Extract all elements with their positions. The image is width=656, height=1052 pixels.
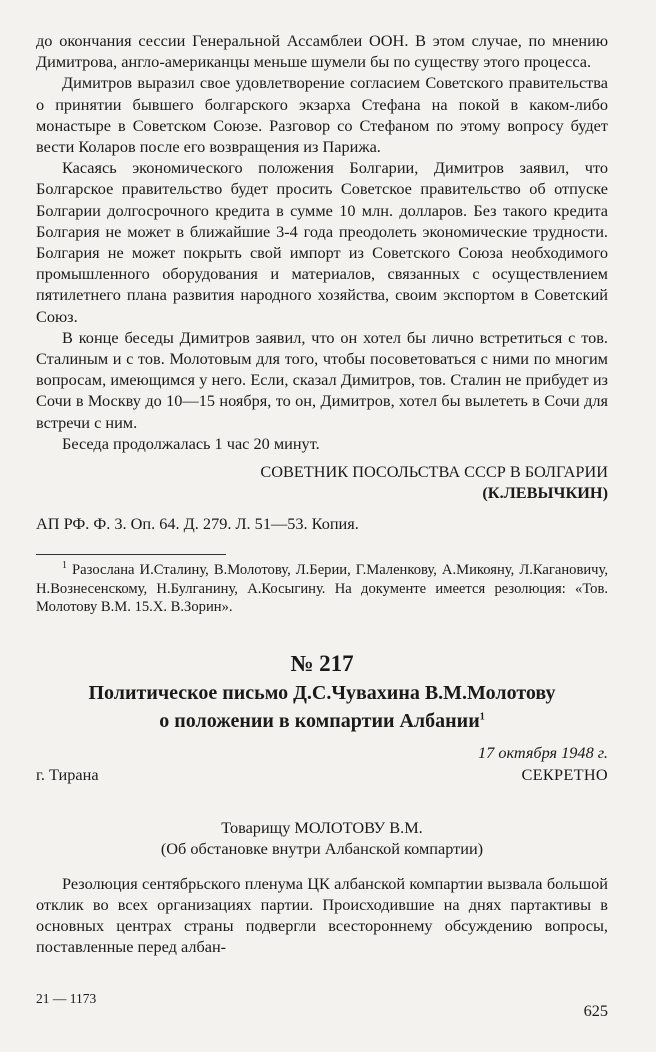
classification-label: СЕКРЕТНО — [521, 764, 608, 784]
document-number: № 217 — [290, 650, 354, 676]
footnote-divider — [36, 554, 226, 555]
footnote — [36, 561, 608, 617]
letter-body: Резолюция сентябрьского пленума ЦК албанской компартии вызвала большой отклик во всех организациях партии. Происходившие на днях партактивы в основных центрах страны подвергли всестороннему обсуждению вопросы, поставленные перед албан- — [36, 873, 608, 957]
paragraph-5: Беседа продолжалась 1 час 20 минут. — [62, 433, 320, 453]
document-meta — [36, 743, 608, 789]
archive-reference: АП РФ. Ф. 3. Оп. 64. Д. 279. Л. 51—53. Копия. — [36, 514, 359, 534]
paragraph-2: Димитров выразил свое удовлетворение согласием Советского правительства о принятии бывшего болгарского экзарха Стефана на покой в каком-либо монастыре в Советском Союзе. Разговор со Стефаном по этому вопросу будет вести Коларов после его возвращения из Парижа. — [36, 73, 608, 157]
document-title-line-2 — [36, 709, 608, 733]
document-place: г. Тирана — [36, 764, 99, 784]
document-title-text: о положении в компартии Албании — [159, 709, 480, 732]
paragraph-3: Касаясь экономического положения Болгарии, Димитров заявил, что Болгарское правительство будет просить Советское правительство об отпуске Болгарии долгосрочного кредита в сумме 10 млн. долларов. Без такого кредита Болгария не может в ближайшие 3-4 года преодолеть экономические трудности. Болгария не может покрыть свой импорт из Советского Союза необходимого промышленного оборудования и материалов, связанных с осуществлением пятилетнего плана развития народного хозяйства, своим экспортом в Советский Союз. — [36, 158, 608, 326]
footnote-text: Разослана И.Сталину, В.Молотову, Л.Берии, Г.Маленкову, А.Микояну, Л.Кагановичу, Н.Вознесенскому, Н.Булганину, А.Косыгину. На документе имеется резолюция: «Тов. Молотову В.М. 15.Х. В.Зорин». — [36, 562, 608, 616]
paragraph-4: В конце беседы Димитров заявил, что он хотел бы лично встретиться с тов. Сталиным и с тов. Молотовым для того, чтобы посоветоваться с ними по многим вопросам, имеющимся у него. Если, сказал Димитров, тов. Сталин не прибудет из Сочи в Москву до 10—15 ноября, то он, Димитров, хотел бы вылететь в Сочи для встречи с ним. — [36, 327, 608, 432]
document-date: 17 октября 1948 г. — [477, 742, 608, 762]
document-title-line-1: Политическое письмо Д.С.Чувахина В.М.Молотову — [88, 681, 556, 704]
footnote-marker: 1 — [62, 560, 67, 572]
printer-signature-mark: 21 — 1173 — [36, 991, 97, 1006]
addressee: Товарищу МОЛОТОВУ В.М. — [221, 817, 423, 837]
document-page — [36, 30, 608, 958]
signature-name: (К.ЛЕВЫЧКИН) — [482, 483, 608, 503]
paragraph-1: до окончания сессии Генеральной Ассамблеи ООН. В этом случае, по мнению Димитрова, англо-американцы меньше шумели бы по существу этого процесса. — [36, 31, 608, 72]
title-footnote-marker: 1 — [479, 711, 485, 723]
subject-line: (Об обстановке внутри Албанской компартии) — [160, 838, 484, 858]
page-number: 625 — [583, 1001, 608, 1020]
signature-title: СОВЕТНИК ПОСОЛЬСТВА СССР В БОЛГАРИИ — [260, 462, 608, 482]
